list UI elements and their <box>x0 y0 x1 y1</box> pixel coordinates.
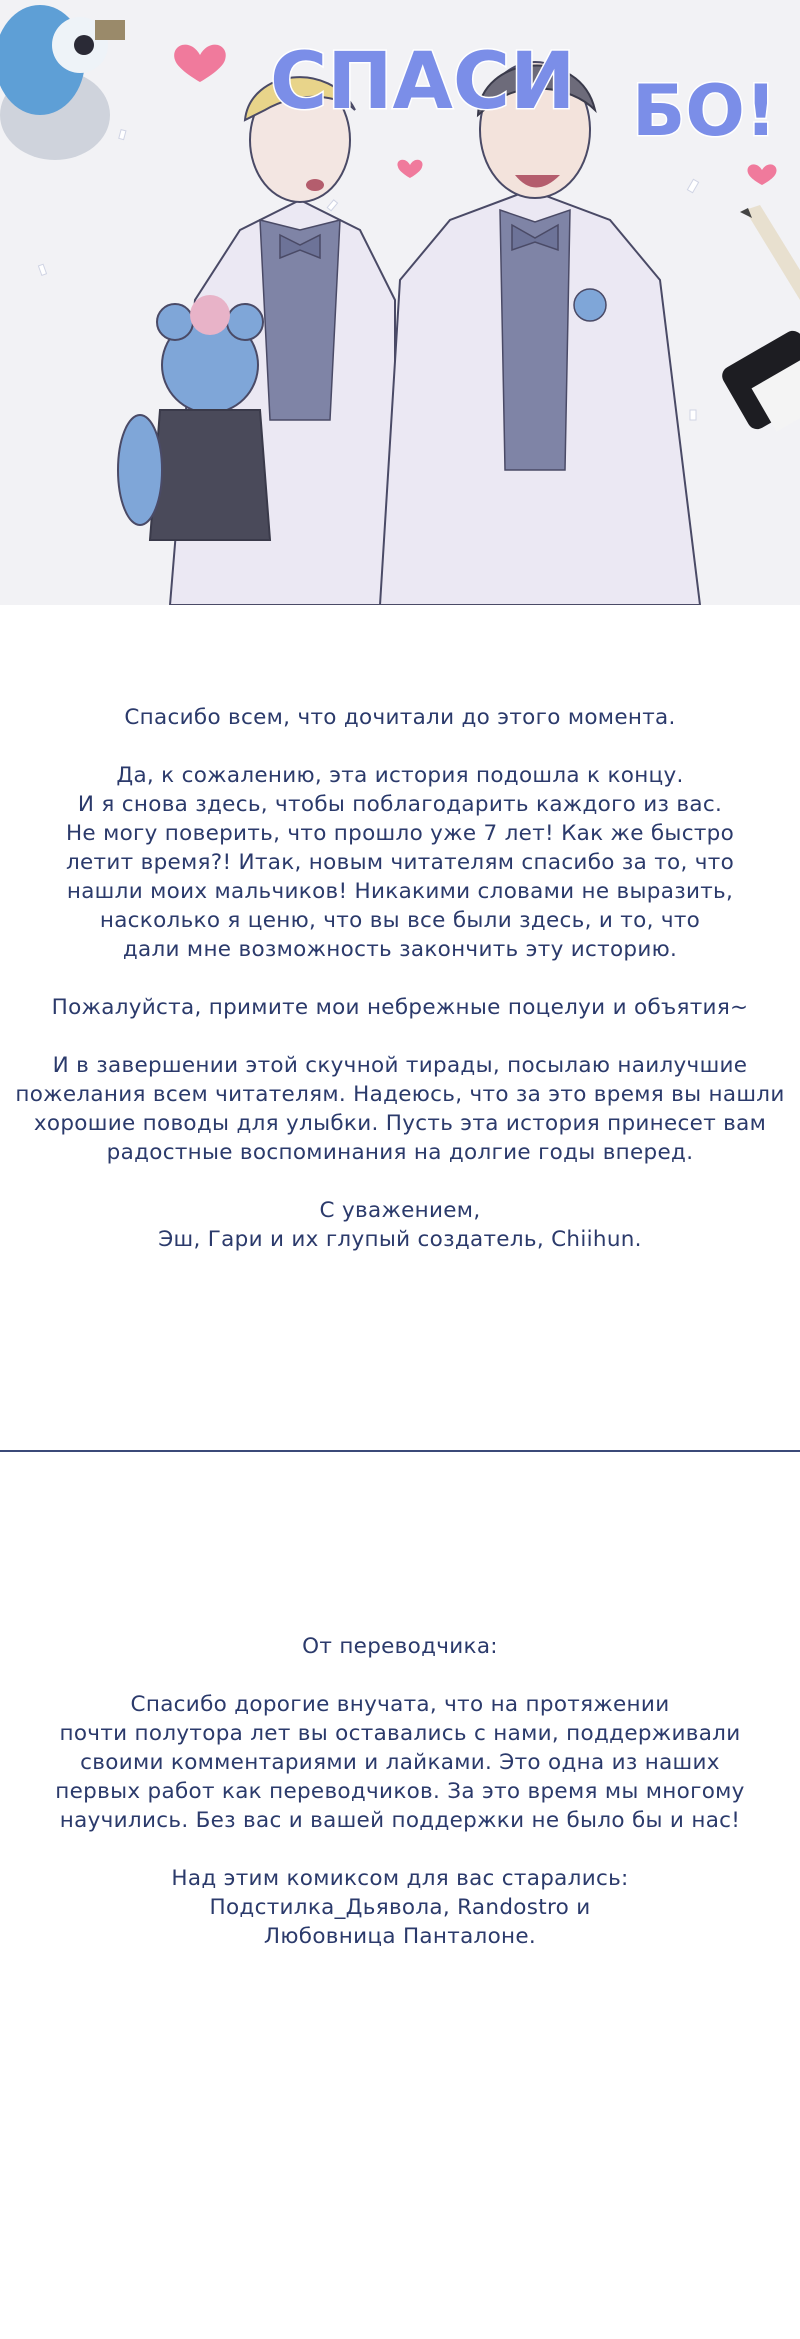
text-line: Спасибо всем, что дочитали до этого момента. <box>124 705 676 730</box>
text-line: Любовница Панталоне. <box>263 1924 537 1949</box>
translator-note <box>0 1632 800 1980</box>
text-line: И в завершении этой скучной тирады, посылаю наилучшие <box>52 1053 748 1078</box>
header-illustration <box>0 0 800 605</box>
section-divider <box>0 1450 800 1452</box>
text-line: летит время?! Итак, новым читателям спасибо за то, что <box>65 850 735 875</box>
text-line: своими комментариями и лайками. Это одна из наших <box>80 1750 720 1775</box>
text-line: нашли моих мальчиков! Никакими словами не выразить, <box>66 879 734 904</box>
text-line: И я снова здесь, чтобы поблагодарить каждого из вас. <box>77 792 723 817</box>
text-line: радостные воспоминания на долгие годы вперед. <box>106 1140 694 1165</box>
text-line: почти полутора лет вы оставались с нами, поддерживали <box>59 1721 741 1746</box>
text-line: От переводчика: <box>302 1634 498 1659</box>
author-paragraph-3 <box>0 993 800 1022</box>
text-line: Спасибо дорогие внучата, что на протяжении <box>130 1692 670 1717</box>
text-line: Не могу поверить, что прошло уже 7 лет! Как же быстро <box>65 821 735 846</box>
translator-heading <box>0 1632 800 1661</box>
text-line: Да, к сожалению, эта история подошла к концу. <box>116 763 684 788</box>
text-line: хорошие поводы для улыбки. Пусть эта история принесет вам <box>33 1111 767 1136</box>
title-part1: СПАСИ <box>270 37 576 127</box>
text-line: пожелания всем читателям. Надеюсь, что за это время вы нашли <box>15 1082 785 1107</box>
author-signature <box>0 1196 800 1254</box>
text-line: дали мне возможность закончить эту историю. <box>122 937 678 962</box>
author-paragraph-4 <box>0 1051 800 1167</box>
text-line: первых работ как переводчиков. За это время мы многому <box>55 1779 745 1804</box>
text-line: научились. Без вас и вашей поддержки не было бы и нас! <box>59 1808 741 1833</box>
text-line: Подстилка_Дьявола, Randostro и <box>209 1895 591 1920</box>
illustration-art <box>0 0 800 605</box>
author-paragraph-1 <box>0 703 800 732</box>
text-line: Пожалуйста, примите мои небрежные поцелуи и объятия~ <box>51 995 749 1020</box>
text-line: Эш, Гари и их глупый создатель, Chiihun. <box>158 1227 642 1252</box>
text-line: насколько я ценю, что вы все были здесь, и то, что <box>99 908 701 933</box>
text-line: Над этим комиксом для вас старались: <box>171 1866 629 1891</box>
translator-paragraph-2 <box>0 1864 800 1951</box>
author-letter <box>0 703 800 1283</box>
translator-paragraph-1 <box>0 1690 800 1835</box>
author-paragraph-2 <box>0 761 800 964</box>
text-line: С уважением, <box>319 1198 481 1223</box>
title-part2: БО! <box>632 70 777 152</box>
